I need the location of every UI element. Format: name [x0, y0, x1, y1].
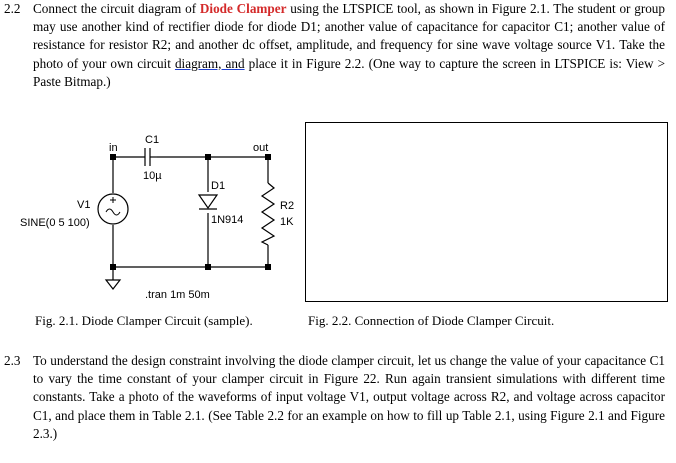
figure-2-1-caption: Fig. 2.1. Diode Clamper Circuit (sample).: [35, 313, 253, 328]
figure-2-2-placeholder: [305, 122, 668, 302]
diode-clamper-schematic: [0, 124, 300, 309]
text-before: Connect the circuit diagram of: [33, 1, 200, 16]
label-d1-part: 1N914: [211, 214, 244, 226]
instruction-text: [33, 0, 665, 91]
label-v1-value: SINE(0 5 100): [20, 217, 90, 229]
text-after: place it in Figure 2.2. (One way to capture the screen in LTSPICE is: View > Paste Bitmap.): [33, 55, 666, 89]
diode-clamper-highlight: Diode Clamper: [199, 1, 287, 16]
item-number: 2.2: [4, 1, 21, 16]
label-v1: V1: [77, 199, 91, 211]
label-r2-value: 1K: [280, 216, 294, 228]
instruction-text: To understand the design constraint involving the diode clamper circuit, let us change the value of your capacitance C1 to vary the time constant of your clamper circuit in Figure 22. Run again transient simulations with different time constants. Take a photo of the waveforms of input voltage V1, output voltage across R2, and voltage across capacitor C1, and place them in Table 2.1. (See Table 2.2 for an example on how to fill up Table 2.1, using Figure 2.1 and Figure 2.3.): [33, 353, 665, 441]
v1-source-symbol: [98, 194, 128, 224]
item-number: 2.3: [4, 353, 21, 368]
label-out: out: [253, 142, 269, 154]
figure-2-2-caption: Fig. 2.2. Connection of Diode Clamper Circuit.: [308, 313, 555, 328]
resistor-symbol: [262, 183, 274, 245]
instruction-2-2: [0, 0, 670, 91]
ground-symbol: [106, 280, 120, 289]
node-dots: [110, 154, 271, 270]
label-c1: C1: [145, 134, 160, 146]
label-r2: R2: [280, 200, 295, 212]
text-mid: using the LTSPICE tool, as shown in Figure 2.1. The student or group may use another kind of rectifier diode for diode D1; another value of capacitance for capacitor C1; another value of resistance for resistor R2; and another dc offset, amplitude, and frequency for sine wave voltage source V1. Take the photo of your own circuit: [33, 1, 665, 71]
label-in: in: [109, 142, 118, 154]
diode-symbol: [199, 195, 217, 209]
underlined-text: diagram, and: [174, 55, 245, 71]
label-c1-value: 10µ: [143, 170, 162, 182]
label-d1: D1: [211, 180, 226, 192]
instruction-2-3: [0, 352, 670, 443]
label-tran-directive: .tran 1m 50m: [145, 289, 210, 301]
